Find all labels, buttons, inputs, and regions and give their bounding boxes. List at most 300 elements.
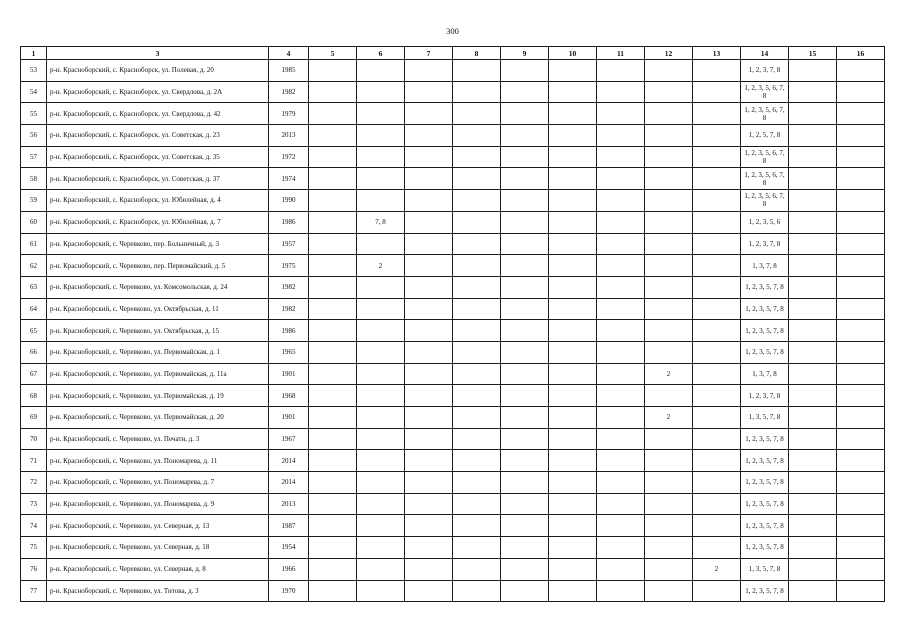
column-5-cell — [309, 472, 357, 494]
column-11-cell — [597, 298, 645, 320]
column-12-cell — [645, 276, 693, 298]
row-number-cell: 73 — [21, 493, 47, 515]
column-12-cell — [645, 450, 693, 472]
column-16-cell — [837, 493, 885, 515]
column-5-cell — [309, 558, 357, 580]
year-cell: 2014 — [269, 472, 309, 494]
year-cell: 1968 — [269, 385, 309, 407]
column-12-cell — [645, 298, 693, 320]
column-5-cell — [309, 125, 357, 147]
column-10-cell — [549, 493, 597, 515]
column-14-cell: 1, 2, 3, 5, 6, 7, 8 — [741, 146, 789, 168]
column-6-cell — [357, 472, 405, 494]
address-cell: р-н. Красноборский, с. Красноборск, ул. Свердлова, д. 42 — [47, 103, 269, 125]
address-cell: р-н. Красноборский, с. Черевково, ул. Первомайская, д. 20 — [47, 407, 269, 429]
column-16-cell — [837, 211, 885, 233]
column-12-cell — [645, 81, 693, 103]
column-15-cell — [789, 255, 837, 277]
column-14-cell: 1, 3, 5, 7, 8 — [741, 407, 789, 429]
column-6-cell — [357, 537, 405, 559]
column-8-cell — [453, 103, 501, 125]
column-5-cell — [309, 407, 357, 429]
column-12-cell — [645, 385, 693, 407]
year-cell: 1957 — [269, 233, 309, 255]
column-6-cell — [357, 580, 405, 602]
year-cell: 1901 — [269, 363, 309, 385]
column-16-cell — [837, 537, 885, 559]
column-5-cell — [309, 428, 357, 450]
column-7-cell — [405, 363, 453, 385]
column-16-cell — [837, 450, 885, 472]
column-7-cell — [405, 211, 453, 233]
column-5-cell — [309, 537, 357, 559]
column-11-cell — [597, 341, 645, 363]
column-14-cell: 1, 2, 3, 5, 6, 7, 8 — [741, 168, 789, 190]
column-7-cell — [405, 472, 453, 494]
address-cell: р-н. Красноборский, с. Черевково, ул. Печати, д. 3 — [47, 428, 269, 450]
column-6-cell — [357, 146, 405, 168]
address-cell: р-н. Красноборский, с. Черевково, ул. Пономарева, д. 9 — [47, 493, 269, 515]
column-10-cell — [549, 233, 597, 255]
table-row — [21, 537, 885, 559]
column-8-cell — [453, 385, 501, 407]
column-12-cell — [645, 255, 693, 277]
column-9-cell — [501, 168, 549, 190]
column-6-cell — [357, 168, 405, 190]
column-5-cell — [309, 450, 357, 472]
column-8-cell — [453, 146, 501, 168]
column-13-cell — [693, 233, 741, 255]
column-6-cell — [357, 320, 405, 342]
column-5-cell — [309, 298, 357, 320]
column-15-cell — [789, 146, 837, 168]
column-10-cell — [549, 385, 597, 407]
column-10-cell — [549, 276, 597, 298]
column-5-cell — [309, 341, 357, 363]
year-cell: 1990 — [269, 190, 309, 212]
column-16-cell — [837, 60, 885, 82]
column-15-cell — [789, 341, 837, 363]
column-16-cell — [837, 81, 885, 103]
column-6-cell — [357, 428, 405, 450]
column-14-cell: 1, 2, 3, 5, 6, 7, 8 — [741, 103, 789, 125]
column-5-cell — [309, 515, 357, 537]
column-8-cell — [453, 450, 501, 472]
column-15-cell — [789, 450, 837, 472]
column-7-cell — [405, 385, 453, 407]
address-cell: р-н. Красноборский, с. Красноборск, ул. Юбилейная, д. 7 — [47, 211, 269, 233]
column-7-cell — [405, 493, 453, 515]
table-row — [21, 276, 885, 298]
column-header: 12 — [645, 47, 693, 60]
column-9-cell — [501, 103, 549, 125]
address-cell: р-н. Красноборский, с. Черевково, пер. Первомайский, д. 5 — [47, 255, 269, 277]
column-7-cell — [405, 233, 453, 255]
column-12-cell — [645, 211, 693, 233]
column-10-cell — [549, 450, 597, 472]
column-15-cell — [789, 363, 837, 385]
column-15-cell — [789, 276, 837, 298]
column-13-cell — [693, 276, 741, 298]
column-8-cell — [453, 125, 501, 147]
column-7-cell — [405, 558, 453, 580]
row-number-cell: 64 — [21, 298, 47, 320]
column-12-cell — [645, 233, 693, 255]
year-cell: 1982 — [269, 298, 309, 320]
address-cell: р-н. Красноборский, с. Черевково, ул. Октябрьская, д. 15 — [47, 320, 269, 342]
column-7-cell — [405, 320, 453, 342]
column-6-cell — [357, 407, 405, 429]
column-9-cell — [501, 146, 549, 168]
column-5-cell — [309, 103, 357, 125]
column-9-cell — [501, 341, 549, 363]
column-5-cell — [309, 493, 357, 515]
column-5-cell — [309, 190, 357, 212]
row-number-cell: 58 — [21, 168, 47, 190]
column-8-cell — [453, 515, 501, 537]
column-6-cell — [357, 558, 405, 580]
column-8-cell — [453, 168, 501, 190]
column-13-cell — [693, 537, 741, 559]
column-8-cell — [453, 255, 501, 277]
column-8-cell — [453, 233, 501, 255]
column-14-cell: 1, 2, 3, 5, 7, 8 — [741, 428, 789, 450]
column-8-cell — [453, 472, 501, 494]
column-12-cell — [645, 190, 693, 212]
column-11-cell — [597, 493, 645, 515]
column-9-cell — [501, 190, 549, 212]
column-7-cell — [405, 276, 453, 298]
column-8-cell — [453, 493, 501, 515]
column-12-cell: 2 — [645, 407, 693, 429]
column-12-cell — [645, 472, 693, 494]
column-9-cell — [501, 450, 549, 472]
row-number-cell: 60 — [21, 211, 47, 233]
table-row — [21, 493, 885, 515]
column-9-cell — [501, 125, 549, 147]
address-cell: р-н. Красноборский, с. Черевково, ул. Пономарева, д. 11 — [47, 450, 269, 472]
address-cell: р-н. Красноборский, с. Черевково, ул. Первомайская, д. 19 — [47, 385, 269, 407]
column-10-cell — [549, 341, 597, 363]
year-cell: 1982 — [269, 81, 309, 103]
address-cell: р-н. Красноборский, с. Красноборск, ул. Советская, д. 23 — [47, 125, 269, 147]
address-cell: р-н. Красноборский, с. Красноборск, ул. Свердлова, д. 2А — [47, 81, 269, 103]
column-6-cell — [357, 233, 405, 255]
column-10-cell — [549, 146, 597, 168]
column-8-cell — [453, 190, 501, 212]
row-number-cell: 59 — [21, 190, 47, 212]
column-14-cell: 1, 2, 3, 5, 7, 8 — [741, 320, 789, 342]
column-6-cell — [357, 60, 405, 82]
column-7-cell — [405, 60, 453, 82]
column-11-cell — [597, 320, 645, 342]
table-row — [21, 81, 885, 103]
table-row — [21, 211, 885, 233]
table-row — [21, 341, 885, 363]
column-header: 3 — [47, 47, 269, 60]
column-15-cell — [789, 407, 837, 429]
table-row — [21, 255, 885, 277]
column-7-cell — [405, 168, 453, 190]
column-14-cell: 1, 2, 3, 5, 6, 7, 8 — [741, 190, 789, 212]
column-10-cell — [549, 537, 597, 559]
column-13-cell — [693, 190, 741, 212]
column-13-cell — [693, 298, 741, 320]
column-11-cell — [597, 385, 645, 407]
column-10-cell — [549, 211, 597, 233]
column-12-cell — [645, 515, 693, 537]
year-cell: 1979 — [269, 103, 309, 125]
column-10-cell — [549, 472, 597, 494]
year-cell: 1967 — [269, 428, 309, 450]
column-header: 10 — [549, 47, 597, 60]
column-11-cell — [597, 537, 645, 559]
year-cell: 1985 — [269, 60, 309, 82]
column-14-cell: 1, 3, 7, 8 — [741, 363, 789, 385]
table-row — [21, 146, 885, 168]
column-13-cell — [693, 125, 741, 147]
column-10-cell — [549, 298, 597, 320]
row-number-cell: 67 — [21, 363, 47, 385]
year-cell: 1974 — [269, 168, 309, 190]
row-number-cell: 76 — [21, 558, 47, 580]
column-13-cell — [693, 81, 741, 103]
table-row — [21, 60, 885, 82]
column-15-cell — [789, 580, 837, 602]
column-12-cell — [645, 493, 693, 515]
column-11-cell — [597, 233, 645, 255]
column-5-cell — [309, 580, 357, 602]
column-15-cell — [789, 298, 837, 320]
column-header: 16 — [837, 47, 885, 60]
column-12-cell — [645, 168, 693, 190]
address-cell: р-н. Красноборский, с. Черевково, ул. Пономарева, д. 7 — [47, 472, 269, 494]
row-number-cell: 56 — [21, 125, 47, 147]
year-cell: 1972 — [269, 146, 309, 168]
column-16-cell — [837, 580, 885, 602]
column-13-cell — [693, 428, 741, 450]
column-9-cell — [501, 60, 549, 82]
column-7-cell — [405, 515, 453, 537]
column-6-cell: 7, 8 — [357, 211, 405, 233]
row-number-cell: 70 — [21, 428, 47, 450]
column-9-cell — [501, 363, 549, 385]
column-10-cell — [549, 320, 597, 342]
column-7-cell — [405, 341, 453, 363]
column-6-cell — [357, 515, 405, 537]
column-11-cell — [597, 168, 645, 190]
row-number-cell: 69 — [21, 407, 47, 429]
column-15-cell — [789, 320, 837, 342]
column-header: 8 — [453, 47, 501, 60]
address-cell: р-н. Красноборский, с. Черевково, пер. Больничный, д. 3 — [47, 233, 269, 255]
column-14-cell: 1, 2, 3, 5, 7, 8 — [741, 298, 789, 320]
column-7-cell — [405, 537, 453, 559]
row-number-cell: 65 — [21, 320, 47, 342]
column-13-cell — [693, 60, 741, 82]
year-cell: 1954 — [269, 537, 309, 559]
column-6-cell — [357, 103, 405, 125]
column-5-cell — [309, 363, 357, 385]
column-16-cell — [837, 407, 885, 429]
column-6-cell — [357, 385, 405, 407]
data-table — [20, 46, 885, 602]
column-15-cell — [789, 103, 837, 125]
column-11-cell — [597, 211, 645, 233]
year-cell: 2014 — [269, 450, 309, 472]
column-14-cell: 1, 2, 3, 5, 7, 8 — [741, 515, 789, 537]
column-15-cell — [789, 472, 837, 494]
column-9-cell — [501, 428, 549, 450]
column-11-cell — [597, 580, 645, 602]
column-9-cell — [501, 493, 549, 515]
column-10-cell — [549, 255, 597, 277]
address-cell: р-н. Красноборский, с. Черевково, ул. Октябрьская, д. 11 — [47, 298, 269, 320]
column-7-cell — [405, 407, 453, 429]
column-13-cell: 2 — [693, 558, 741, 580]
column-15-cell — [789, 60, 837, 82]
column-15-cell — [789, 125, 837, 147]
column-header: 13 — [693, 47, 741, 60]
row-number-cell: 57 — [21, 146, 47, 168]
column-11-cell — [597, 450, 645, 472]
table-row — [21, 515, 885, 537]
year-cell: 2013 — [269, 493, 309, 515]
column-5-cell — [309, 60, 357, 82]
column-10-cell — [549, 580, 597, 602]
column-16-cell — [837, 428, 885, 450]
column-16-cell — [837, 472, 885, 494]
column-10-cell — [549, 407, 597, 429]
table-row — [21, 125, 885, 147]
row-number-cell: 74 — [21, 515, 47, 537]
table-row — [21, 168, 885, 190]
column-13-cell — [693, 103, 741, 125]
column-16-cell — [837, 341, 885, 363]
row-number-cell: 61 — [21, 233, 47, 255]
column-9-cell — [501, 320, 549, 342]
year-cell: 1901 — [269, 407, 309, 429]
column-9-cell — [501, 233, 549, 255]
column-14-cell: 1, 2, 3, 5, 6 — [741, 211, 789, 233]
column-header: 15 — [789, 47, 837, 60]
column-15-cell — [789, 81, 837, 103]
address-cell: р-н. Красноборский, с. Красноборск, ул. Советская, д. 35 — [47, 146, 269, 168]
table-row — [21, 320, 885, 342]
table-row — [21, 233, 885, 255]
column-16-cell — [837, 255, 885, 277]
column-header: 4 — [269, 47, 309, 60]
year-cell: 1982 — [269, 276, 309, 298]
column-16-cell — [837, 276, 885, 298]
column-8-cell — [453, 81, 501, 103]
column-12-cell — [645, 537, 693, 559]
column-15-cell — [789, 385, 837, 407]
column-5-cell — [309, 320, 357, 342]
column-13-cell — [693, 363, 741, 385]
column-11-cell — [597, 81, 645, 103]
column-14-cell: 1, 2, 3, 5, 7, 8 — [741, 341, 789, 363]
column-8-cell — [453, 341, 501, 363]
column-11-cell — [597, 190, 645, 212]
column-12-cell: 2 — [645, 363, 693, 385]
column-header: 6 — [357, 47, 405, 60]
column-13-cell — [693, 493, 741, 515]
column-6-cell — [357, 363, 405, 385]
column-5-cell — [309, 233, 357, 255]
row-number-cell: 53 — [21, 60, 47, 82]
column-8-cell — [453, 428, 501, 450]
column-5-cell — [309, 211, 357, 233]
column-6-cell: 2 — [357, 255, 405, 277]
column-6-cell — [357, 493, 405, 515]
table-row — [21, 385, 885, 407]
address-cell: р-н. Красноборский, с. Черевково, ул. Северная, д. 13 — [47, 515, 269, 537]
row-number-cell: 54 — [21, 81, 47, 103]
address-cell: р-н. Красноборский, с. Черевково, ул. Первомайская, д. 11а — [47, 363, 269, 385]
column-10-cell — [549, 515, 597, 537]
column-9-cell — [501, 515, 549, 537]
column-6-cell — [357, 298, 405, 320]
column-10-cell — [549, 190, 597, 212]
table-row — [21, 363, 885, 385]
row-number-cell: 66 — [21, 341, 47, 363]
column-13-cell — [693, 320, 741, 342]
column-12-cell — [645, 125, 693, 147]
address-cell: р-н. Красноборский, с. Черевково, ул. Комсомольская, д. 24 — [47, 276, 269, 298]
column-header: 11 — [597, 47, 645, 60]
column-7-cell — [405, 125, 453, 147]
row-number-cell: 68 — [21, 385, 47, 407]
column-13-cell — [693, 146, 741, 168]
year-cell: 1975 — [269, 255, 309, 277]
column-7-cell — [405, 580, 453, 602]
column-10-cell — [549, 103, 597, 125]
column-7-cell — [405, 190, 453, 212]
column-7-cell — [405, 450, 453, 472]
column-11-cell — [597, 558, 645, 580]
column-16-cell — [837, 190, 885, 212]
year-cell: 1987 — [269, 515, 309, 537]
column-16-cell — [837, 298, 885, 320]
column-9-cell — [501, 211, 549, 233]
column-9-cell — [501, 472, 549, 494]
column-8-cell — [453, 60, 501, 82]
table-row — [21, 472, 885, 494]
column-9-cell — [501, 407, 549, 429]
row-number-cell: 63 — [21, 276, 47, 298]
column-6-cell — [357, 450, 405, 472]
column-header: 1 — [21, 47, 47, 60]
column-12-cell — [645, 60, 693, 82]
column-15-cell — [789, 515, 837, 537]
column-10-cell — [549, 558, 597, 580]
column-9-cell — [501, 81, 549, 103]
column-13-cell — [693, 450, 741, 472]
year-cell: 2013 — [269, 125, 309, 147]
column-14-cell: 1, 3, 5, 7, 8 — [741, 558, 789, 580]
column-6-cell — [357, 190, 405, 212]
column-8-cell — [453, 407, 501, 429]
header-row — [21, 47, 885, 60]
column-7-cell — [405, 81, 453, 103]
column-6-cell — [357, 81, 405, 103]
column-10-cell — [549, 363, 597, 385]
column-5-cell — [309, 81, 357, 103]
column-14-cell: 1, 2, 3, 5, 7, 8 — [741, 493, 789, 515]
table-row — [21, 450, 885, 472]
column-13-cell — [693, 515, 741, 537]
